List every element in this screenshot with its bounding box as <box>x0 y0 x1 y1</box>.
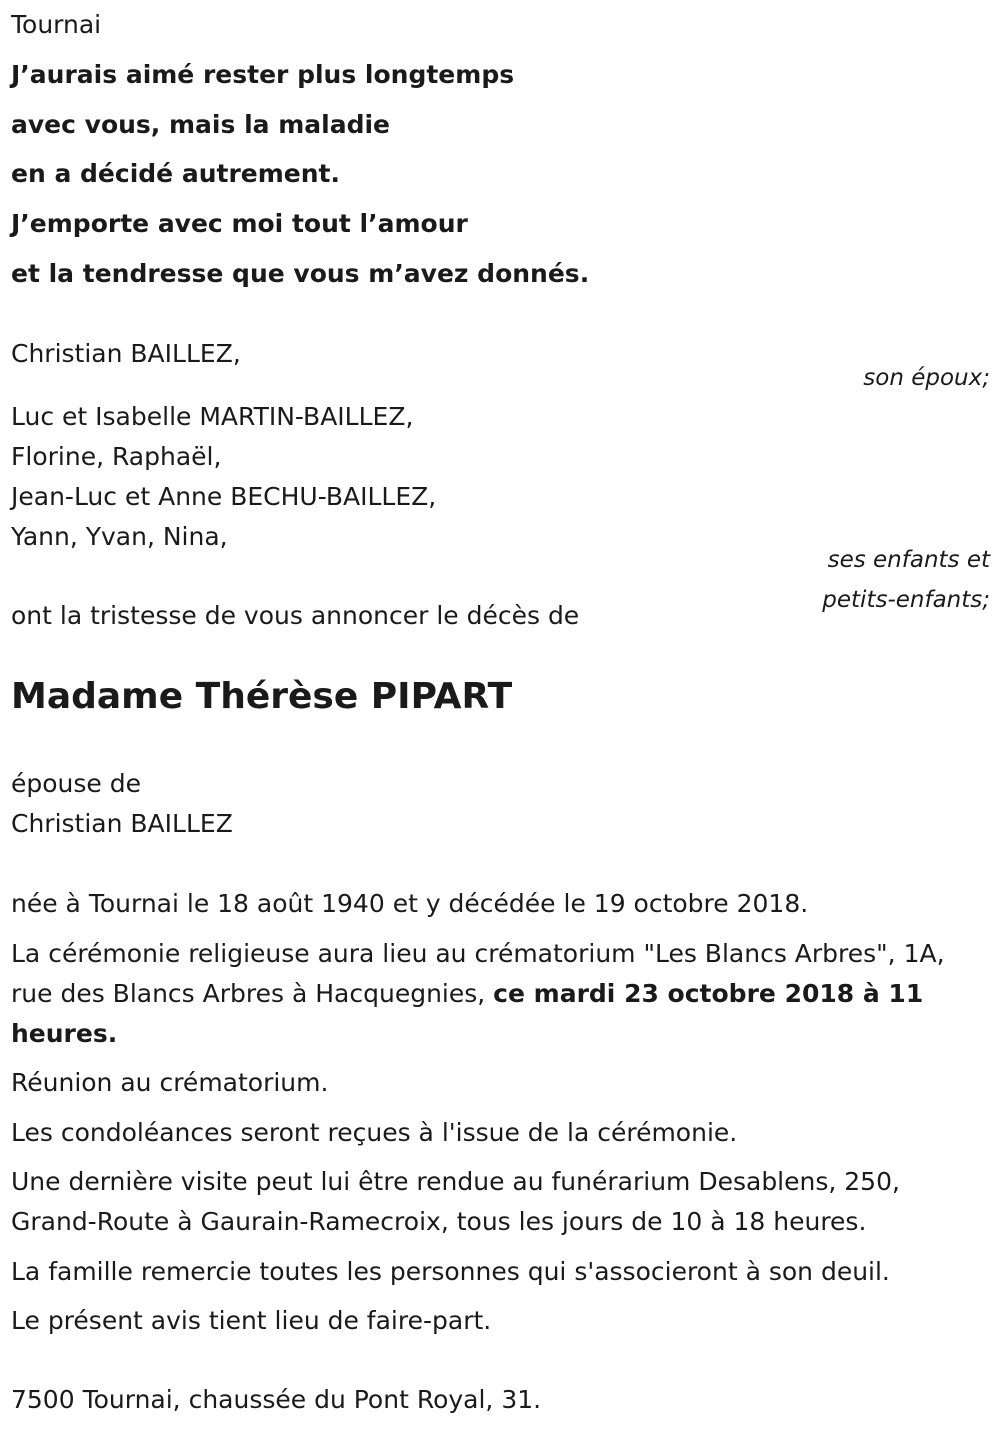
poem-line: avec vous, mais la maladie <box>11 110 390 139</box>
condolences: Les condoléances seront reçues à l'issue de la cérémonie. <box>11 1118 738 1147</box>
meeting: Réunion au crématorium. <box>11 1068 329 1097</box>
announcement: ont la tristesse de vous annoncer le décès de <box>11 601 580 630</box>
ceremony-paragraph <box>11 934 993 1054</box>
deceased-name: Madame Thérèse PIPART <box>11 676 513 717</box>
address: 7500 Tournai, chaussée du Pont Royal, 31. <box>11 1385 542 1414</box>
city-heading: Tournai <box>11 10 102 39</box>
spouse-name: Christian BAILLEZ, <box>11 339 241 368</box>
thanks: La famille remercie toutes les personnes qui s'associeront à son deuil. <box>11 1257 890 1286</box>
family-member: Luc et Isabelle MARTIN-BAILLEZ, <box>11 402 414 431</box>
family-member: Yann, Yvan, Nina, <box>11 522 228 551</box>
spouse-role: son époux; <box>863 365 990 391</box>
born-died: née à Tournai le 18 août 1940 et y décédée le 19 octobre 2018. <box>11 889 809 918</box>
poem-line: J’emporte avec moi tout l’amour <box>11 209 468 238</box>
poem-line: et la tendresse que vous m’avez donnés. <box>11 259 590 288</box>
poem-line: J’aurais aimé rester plus longtemps <box>11 60 515 89</box>
spouse-of-label: épouse de <box>11 769 141 798</box>
visit-paragraph: Une dernière visite peut lui être rendue au funérarium Desablens, 250, Grand-Route à Gaurain-Ramecroix, tous les jours de 10 à 18 heures. <box>11 1167 900 1236</box>
ceremony-date: ce mardi 23 octobre 2018 à 11 heures. <box>11 979 924 1048</box>
children-role: petits-enfants; <box>822 587 990 613</box>
family-member: Florine, Raphaël, <box>11 442 222 471</box>
family-member: Jean-Luc et Anne BECHU-BAILLEZ, <box>11 482 437 511</box>
notice: Le présent avis tient lieu de faire-part. <box>11 1306 492 1335</box>
poem-line: en a décidé autrement. <box>11 159 340 188</box>
children-role: ses enfants et <box>827 547 990 573</box>
ceremony-text: La cérémonie religieuse aura lieu au crématorium "Les Blancs Arbres", 1A, rue des Blancs Arbres à Hacquegnies, <box>11 939 945 1008</box>
spouse-of-name: Christian BAILLEZ <box>11 809 233 838</box>
